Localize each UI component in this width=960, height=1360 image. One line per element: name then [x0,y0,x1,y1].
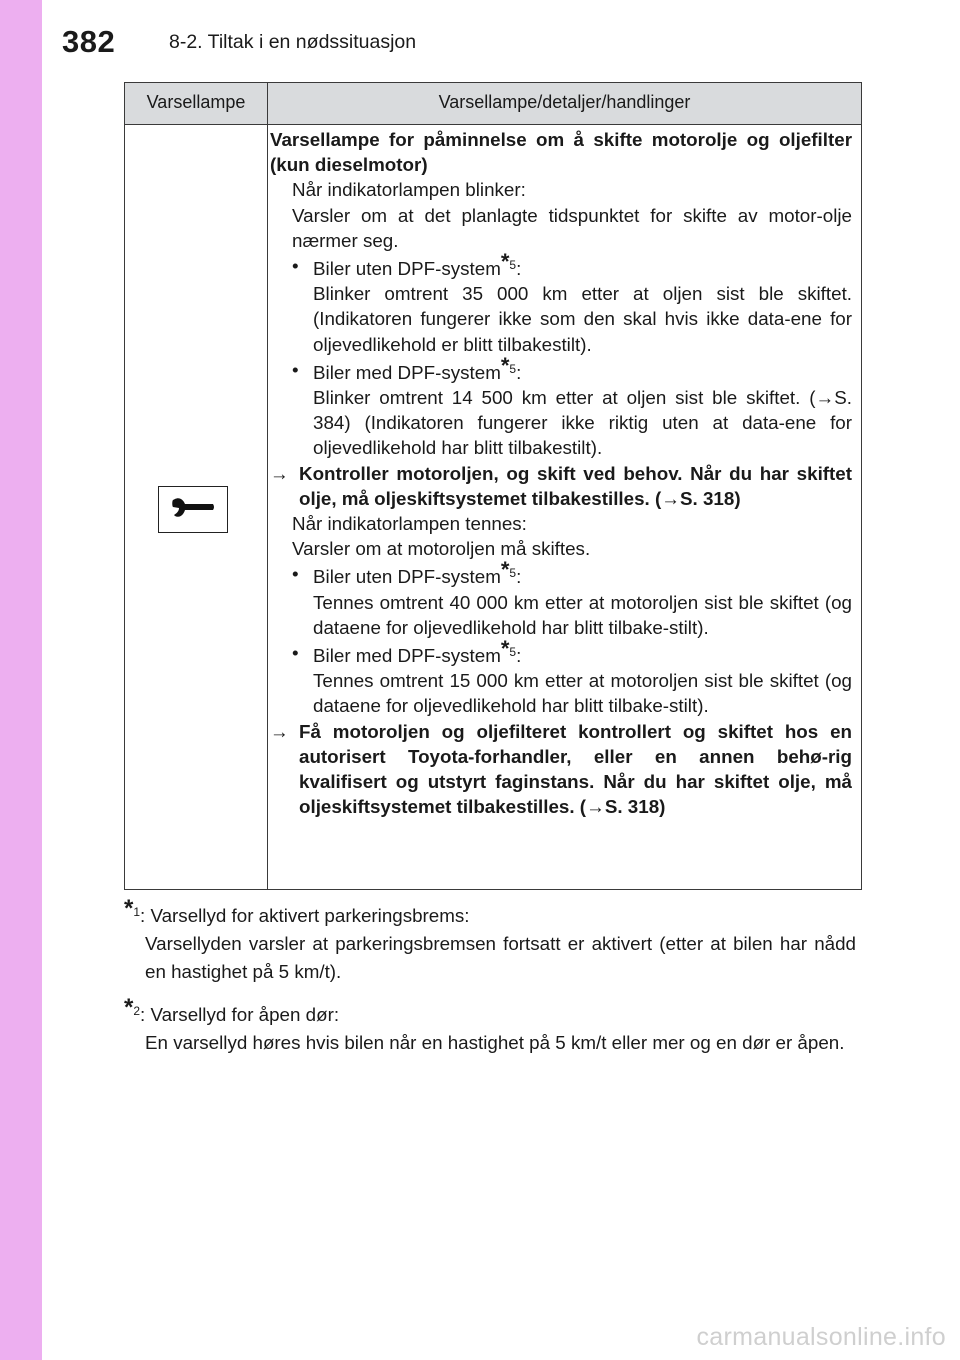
bullet-label: Biler uten DPF-system [313,258,501,280]
blink-heading: Når indikatorlampen blinker: [292,179,526,201]
chapter-sidebar-tab [0,0,42,1360]
column-header-details: Varsellampe/detaljer/handlinger [438,92,691,112]
arrow-icon: → [815,387,835,409]
bullet-label: Biler uten DPF-system [313,566,501,588]
footnote-star: * [500,249,510,275]
bullet-mark: • [292,642,299,664]
page-reference[interactable]: S. 318 [680,487,735,509]
page-reference[interactable]: S. 318 [604,796,660,818]
blink-description: Varsler om at det planlagte tidspunktet for skifte av motor-olje nærmer seg. [292,204,852,251]
bullet-text: Tennes omtrent 15 000 km etter at motoroljen sist ble skiftet (og dataene for oljevedlikehold har blitt tilbake-stilt). [313,670,852,717]
footnote-star: * [500,636,510,662]
wrench-icon [158,486,228,533]
bullet-text: Tennes omtrent 40 000 km etter at motoroljen sist ble skiftet (og dataene for oljevedlikehold har blitt tilbake-stilt). [313,591,852,638]
watermark: carmanualsonline.info [696,1323,946,1351]
list-item [270,636,852,668]
column-divider [267,83,268,889]
colon: : [516,258,522,280]
footnote-text: Varsellyden varsler at parkeringsbremsen fortsatt er aktivert (etter at bilen har nådd en hastighet på 5 km/t). [145,933,856,982]
footnote-ref: 5 [509,361,517,376]
footnote-title: Varsellyd for aktivert parkeringsbrems: [150,905,470,926]
warning-light-table [124,82,862,890]
footnote-ref: 5 [509,645,517,660]
footnote-star: * [124,994,134,1021]
warning-light-details [270,127,852,819]
bullet-label: Biler med DPF-system [313,361,501,383]
list-item [270,352,852,385]
bullet-mark: • [292,255,299,277]
footnote-star: * [500,352,510,378]
action-step: → Få motoroljen og oljefilteret kontrollert og skiftet hos en autorisert Toyota-forhandler, eller en annen behø-rig kvalifisert og utstyrt faginstans. Når du har skiftet olje, må oljeskiftsystemet tilbakestilles. (→S. 318) [270,720,852,818]
column-header-light: Varsellampe [146,92,246,112]
arrow-icon: → [586,796,605,818]
arrow-icon: → [270,720,289,742]
page-number: 382 [62,24,116,59]
footnote-text: En varsellyd høres hvis bilen når en hastighet på 5 km/t eller mer og en dør er åpen. [145,1032,845,1053]
footnote-number: 1 [133,905,141,919]
arrow-icon: → [661,487,680,509]
bullet-mark: • [292,563,299,585]
arrow-icon: → [270,462,289,484]
footnote-star: * [500,557,510,583]
bullet-text: Blinker omtrent 14 500 km etter at oljen sist ble skiftet. (→S. 384) (Indikatoren fungerer ikke riktig uten at data-ene for oljevedlikehold har blitt tilbakestilt). [313,387,852,459]
list-item [270,557,852,589]
footnote-1 [124,895,856,986]
bullet-text: Blinker omtrent 35 000 km etter at oljen sist ble skiftet. (Indikatoren fungerer ikke som den skal hvis ikke data-ene for oljevedlikehold er blitt tilbakestilt). [313,283,852,355]
footnotes [124,895,856,1068]
footnote-ref: 5 [509,566,517,581]
on-description: Varsler om at motoroljen må skiftes. [292,538,591,560]
on-heading: Når indikatorlampen tennes: [292,513,527,535]
footnote-ref: 5 [509,258,517,273]
footnote-2 [124,994,856,1057]
row-title: Varsellampe for påminnelse om å skifte motorolje og oljefilter (kun dieselmotor) [270,129,852,176]
footnote-title: Varsellyd for åpen dør: [150,1004,340,1025]
colon: : [516,361,522,383]
colon: : [140,905,146,926]
footnote-star: * [124,895,134,922]
bullet-label: Biler med DPF-system [313,645,501,667]
bullet-mark: • [292,358,299,380]
action-step: → Kontroller motoroljen, og skift ved behov. Når du har skiftet olje, må oljeskiftsystemet tilbakestilles. (→S. 318) [270,462,852,509]
colon: : [516,566,522,588]
colon: : [516,645,522,667]
page-reference[interactable]: S. 384 [313,387,852,434]
list-item [270,249,852,281]
table-header-row [125,83,861,125]
section-title: 8-2. Tiltak i en nødssituasjon [169,31,417,53]
colon: : [140,1004,146,1025]
footnote-number: 2 [133,1004,141,1018]
